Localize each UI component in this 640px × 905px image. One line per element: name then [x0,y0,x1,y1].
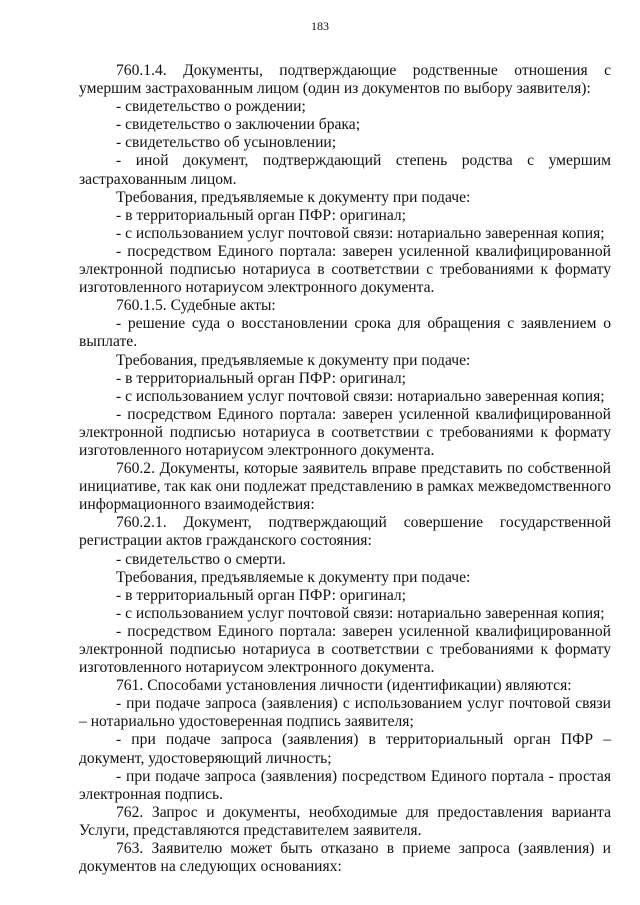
paragraph: - посредством Единого портала: заверен усиленной квалифицированной электронной подписью нотариуса в соответствии с требованиями к формату изготовленного нотариусом электронного документа. [79,405,611,459]
paragraph: - при подаче запроса (заявления) посредством Единого портала - простая электронная подпись. [79,767,611,803]
paragraph: - свидетельство о заключении брака; [116,116,361,134]
paragraph: - свидетельство о рождении; [116,98,306,116]
paragraph: - иной документ, подтверждающий степень родства с умершим застрахованным лицом. [79,152,611,188]
paragraph: - в территориальный орган ПФР: оригинал; [116,369,407,387]
document-body [79,62,611,876]
paragraph: Требования, предъявляемые к документу при подаче: [116,188,471,206]
paragraph: - посредством Единого портала: заверен усиленной квалифицированной электронной подписью нотариуса в соответствии с требованиями к формату изготовленного нотариусом электронного документа. [79,242,611,297]
paragraph: - в территориальный орган ПФР: оригинал; [116,586,407,604]
paragraph: - с использованием услуг почтовой связи: нотариально заверенная копия; [116,224,605,242]
paragraph: - посредством Единого портала: заверен усиленной квалифицированной электронной подписью нотариуса в соответствии с требованиями к формату изготовленного нотариусом электронного документа. [79,622,611,677]
paragraph: - при подаче запроса (заявления) с использованием услуг почтовой связи – нотариально удостоверенная подпись заявителя; [79,695,611,731]
paragraph: - решение суда о восстановлении срока для обращения с заявлением о выплате. [79,315,611,351]
paragraph: 761. Способами установления личности (идентификации) являются: [116,677,572,695]
paragraph: Требования, предъявляемые к документу при подаче: [116,568,471,586]
paragraph: 760.1.4. Документы, подтверждающие родственные отношения с умершим застрахованным лицом (один из документов по выбору заявителя): [79,62,611,98]
paragraph: Требования, предъявляемые к документу при подаче: [116,351,471,369]
paragraph: 760.2. Документы, которые заявитель вправе представить по собственной инициативе, так как они подлежат представлению в рамках межведомственного информационного взаимодействия: [79,460,611,514]
paragraph: 763. Заявителю может быть отказано в приеме запроса (заявления) и документов на следующих основаниях: [79,840,611,876]
paragraph: - свидетельство о смерти. [116,550,286,568]
paragraph: 762. Запрос и документы, необходимые для предоставления варианта Услуги, представляются представителем заявителя. [79,803,611,839]
paragraph: - в территориальный орган ПФР: оригинал; [116,206,407,224]
paragraph: - при подаче запроса (заявления) в территориальный орган ПФР – документ, удостоверяющий личность; [79,731,611,767]
paragraph: - с использованием услуг почтовой связи: нотариально заверенная копия; [116,604,605,622]
paragraph: - свидетельство об усыновлении; [116,134,337,152]
paragraph: 760.2.1. Документ, подтверждающий совершение государственной регистрации актов гражданского состояния: [79,514,611,550]
paragraph: 760.1.5. Судебные акты: [116,297,276,315]
page-number: 183 [311,19,329,33]
paragraph: - с использованием услуг почтовой связи: нотариально заверенная копия; [116,387,605,405]
